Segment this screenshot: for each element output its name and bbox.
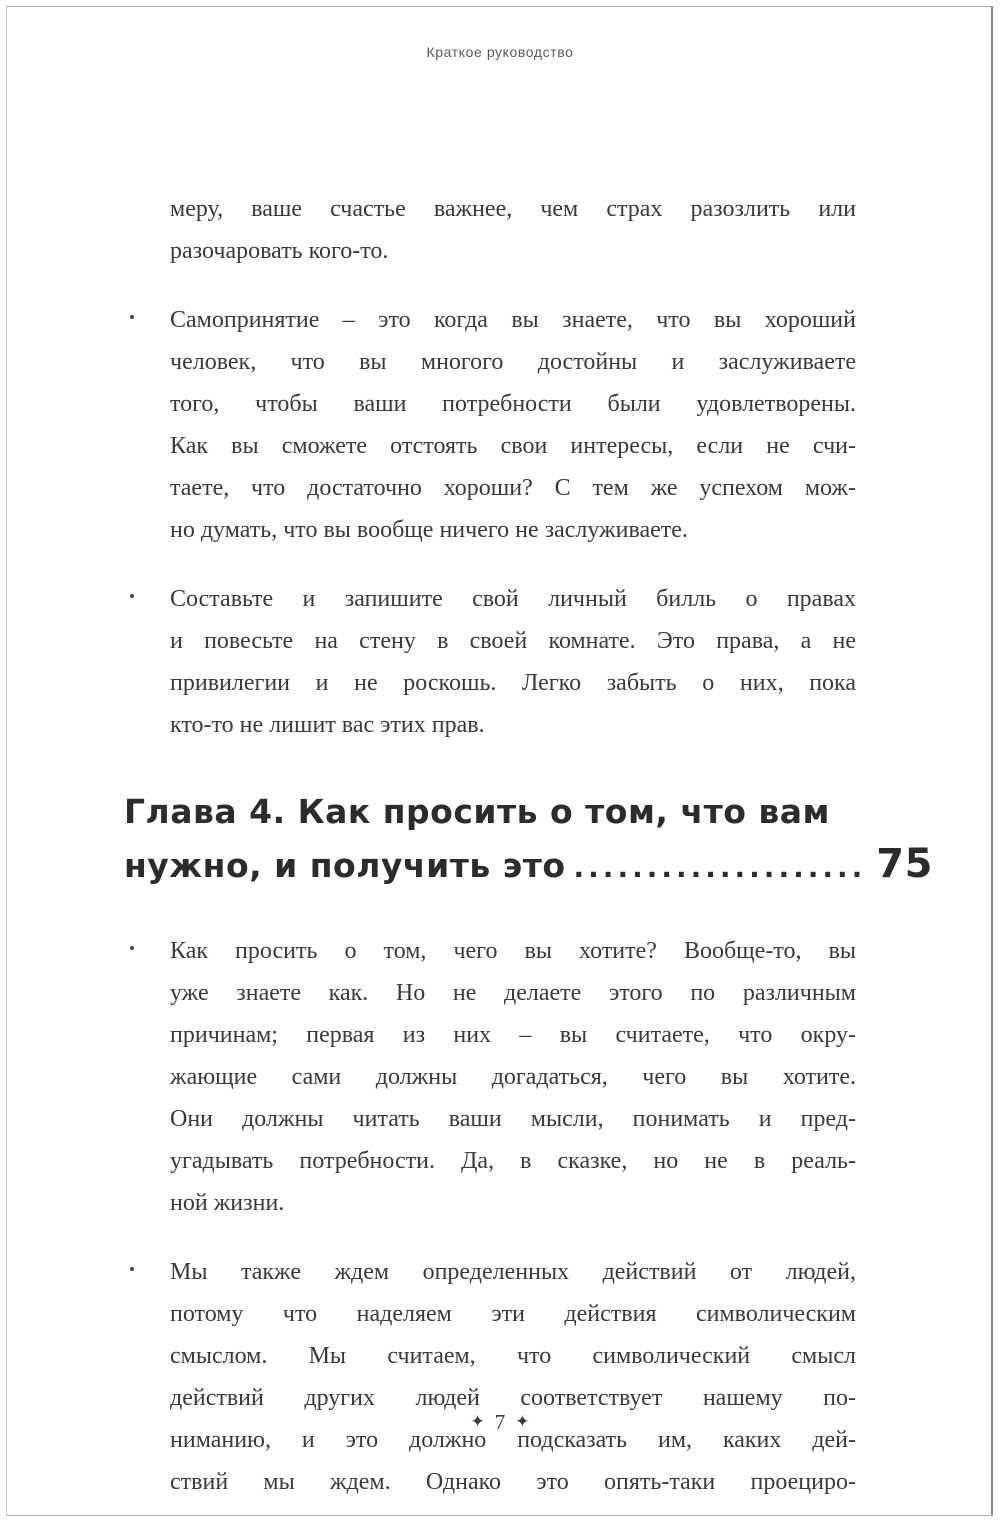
text-line: действий других людей соответствует нашему по- [170, 1385, 856, 1411]
toc-page-number: 75 [876, 841, 933, 887]
text-line: но думать, что вы вообще ничего не заслуживаете. [170, 517, 688, 543]
running-head: Краткое руководство [426, 44, 574, 60]
bullet-marker: • [129, 308, 135, 327]
text-line: причинам; первая из них – вы считаете, что окру- [170, 1022, 856, 1048]
chapter-heading [124, 786, 933, 894]
footer-ornament-right: ✦ [515, 1412, 530, 1431]
bullet-marker: • [129, 939, 135, 958]
text-line: человек, что вы многого достойны и заслуживаете [170, 349, 856, 375]
text-line: привилегии и не роскошь. Легко забыть о них, пока [170, 670, 856, 696]
text-line: уже знаете как. Но не делаете этого по различным [170, 980, 856, 1006]
toc-leader-dots: .................... [573, 851, 867, 884]
text-line: Самопринятие – это когда вы знаете, что вы хороший [170, 307, 856, 333]
text-line: ствий мы ждем. Однако это опять-таки проециро- [170, 1469, 856, 1495]
text-line: ной жизни. [170, 1190, 285, 1216]
bullet-item [129, 1251, 856, 1503]
chapter-title-text: нужно, и получить это [124, 846, 566, 885]
page-content [124, 188, 933, 1530]
bullet-item [129, 299, 856, 551]
text-line: Составьте и запишите свой личный билль о правах [170, 586, 856, 612]
footer-ornament-left: ✦ [470, 1412, 485, 1431]
text-line: таете, что достаточно хороши? С тем же успехом мож- [170, 475, 856, 501]
text-line: кто-то не лишит вас этих прав. [170, 712, 485, 738]
text-line: Как вы сможете отстоять свои интересы, если не счи- [170, 433, 856, 459]
text-line: Как просить о том, чего вы хотите? Вообще-то, вы [170, 938, 856, 964]
footer-page-number: 7 [494, 1410, 506, 1434]
text-line: Они должны читать ваши мысли, понимать и пред- [170, 1106, 856, 1132]
text-line: ниманию, и это должно подсказать им, каких дей- [170, 1427, 856, 1453]
chapter-title-line2 [124, 838, 933, 894]
text-line: меру, ваше счастье важнее, чем страх разозлить или [170, 196, 856, 222]
bullet-marker: • [129, 1260, 135, 1279]
text-line: Мы также ждем определенных действий от людей, [170, 1259, 856, 1285]
text-line: потому что наделяем эти действия символическим [170, 1301, 856, 1327]
text-line: смыслом. Мы считаем, что символический смысл [170, 1343, 856, 1369]
bullet-item [129, 930, 856, 1224]
text-line: и повесьте на стену в своей комнате. Это права, а не [170, 628, 856, 654]
text-line: того, чтобы ваши потребности были удовлетворены. [170, 391, 856, 417]
bullet-item [129, 578, 856, 746]
bullet-marker: • [129, 587, 135, 606]
text-line: угадывать потребности. Да, в сказке, но не в реаль- [170, 1148, 856, 1174]
page-footer [0, 1410, 1000, 1435]
text-line: разочаровать кого-то. [170, 238, 389, 264]
paragraph [170, 188, 856, 272]
chapter-title-line1: Глава 4. Как просить о том, что вам [124, 792, 831, 831]
text-line: жающие сами должны догадаться, чего вы хотите. [170, 1064, 856, 1090]
